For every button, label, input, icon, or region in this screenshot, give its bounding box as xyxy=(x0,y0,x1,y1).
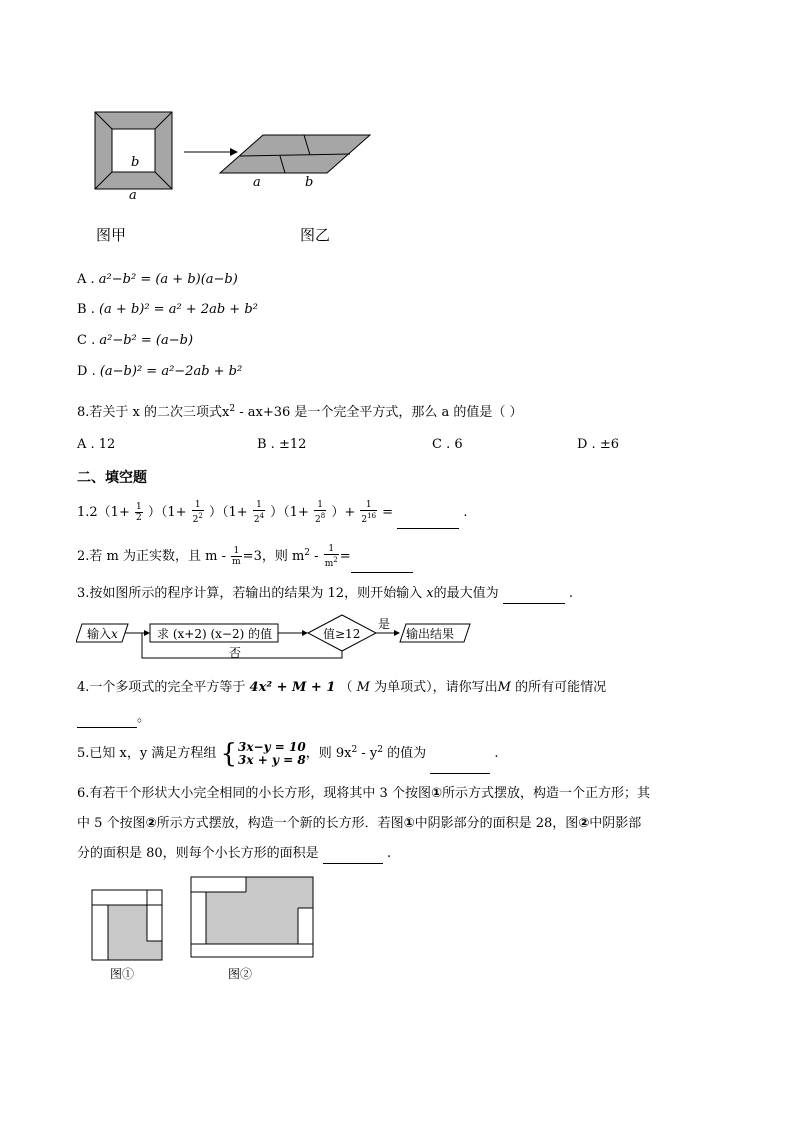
option-letter: A xyxy=(77,272,87,287)
answer-blank[interactable] xyxy=(397,502,459,529)
fill-q3: 3.按如图所示的程序计算，若输出的结果为 12，则开始输入 x的最大值为 . xyxy=(77,582,573,604)
caption-jia: 图甲 xyxy=(96,226,127,244)
q8-option-d[interactable]: D . ±6 xyxy=(577,437,619,452)
fill-q4: 4.一个多项式的完全平方等于 4x² + M + 1 （ M 为单项式），请你写出M 的所有可能情况 xyxy=(77,680,607,695)
label-b-yi: b xyxy=(305,175,314,190)
fraction: $\frac{1}{2}$ xyxy=(135,502,142,523)
q8-stem xyxy=(77,401,523,420)
answer-blank[interactable] xyxy=(503,588,565,604)
option-expr: (a + b)² = a² + 2ab + b² xyxy=(98,302,258,317)
fill-q2: 2.若 m 为正实数，且 m - $\frac{1}{m}$ =3，则 $m^2$ - $\frac{1}{m^2}$ = xyxy=(77,540,413,566)
answer-blank[interactable] xyxy=(323,848,383,864)
option-letter: C xyxy=(77,333,87,348)
figure-jia xyxy=(95,112,172,189)
fraction: $\frac{1}{2^4}$ xyxy=(253,500,265,525)
fill-q5: 5.已知 x，y 满足方程组 { 3x−y = 10 3x + y = 8 ，则 $9x^2 - y^2$ 的值为 . xyxy=(77,733,499,767)
fill-q4-answer: 。 xyxy=(77,706,150,728)
figure-2 xyxy=(191,877,313,957)
fraction: $\frac{1}{m}$ xyxy=(232,546,241,567)
q8-prefix: 8.若关于 x 的二次三项式x xyxy=(77,405,230,420)
fill-q1: 1.2（1+ $\frac{1}{2}$ ）（1+ $\frac{1}{2^2}$ ）（1+ $\frac{1}{2^4}$ ）（1+ $\frac{1}{2^8}$ ）+ $\frac{1}{2^{16}}$ = . xyxy=(77,500,468,526)
arrow xyxy=(184,148,238,156)
fraction: $\frac{1}{2^{16}}$ xyxy=(361,500,377,525)
fraction: $\frac{1}{m^2}$ xyxy=(324,544,338,569)
label-b-jia: b xyxy=(131,155,140,170)
answer-blank[interactable] xyxy=(430,739,490,774)
q8-option-a[interactable]: A . 12 xyxy=(77,437,116,452)
option-expr: a²−b² = (a + b)(a−b) xyxy=(98,272,238,287)
answer-blank[interactable] xyxy=(351,546,413,573)
figure-yi xyxy=(220,135,370,173)
q7-option-c[interactable]: C . a²−b² = (a−b) xyxy=(77,333,194,348)
fraction: $\frac{1}{2^2}$ xyxy=(192,500,203,525)
rectangle-figures xyxy=(88,872,328,964)
q7-option-b[interactable]: B . (a + b)² = a² + 2ab + b² xyxy=(77,302,258,317)
flow-input-label: 输入x xyxy=(87,627,118,641)
flow-condition-label: 值≥12 xyxy=(323,627,361,641)
equation-system: 3x−y = 10 3x + y = 8 xyxy=(238,739,306,767)
q8-suffix: - ax+36 是一个完全平方式，那么 a 的值是（ ） xyxy=(235,405,523,420)
caption-yi: 图乙 xyxy=(300,226,331,244)
answer-blank[interactable] xyxy=(77,712,137,728)
flow-no-label: 否 xyxy=(229,646,242,660)
q8-option-c[interactable]: C . 6 xyxy=(432,437,463,452)
figure-1 xyxy=(92,890,162,960)
option-expr: a²−b² = (a−b) xyxy=(99,333,194,348)
label-a-yi: a xyxy=(253,175,261,190)
q7-option-a[interactable]: A . a²−b² = (a + b)(a−b) xyxy=(77,272,238,287)
q7-option-d[interactable]: D . (a−b)² = a²−2ab + b² xyxy=(77,364,243,379)
option-letter: D xyxy=(77,364,88,379)
q8-exponent: 2 xyxy=(229,404,236,414)
fill-q6-line3: 分的面积是 80，则每个小长方形的面积是 . xyxy=(77,842,391,864)
flow-output-label: 输出结果 xyxy=(406,627,455,641)
fill-q6-line2: 中 5 个按图②所示方式摆放，构造一个新的长方形．若图①中阴影部分的面积是 28，图②中阴影部 xyxy=(77,816,642,831)
square-parallelogram-figure xyxy=(80,100,400,210)
label-a-jia: a xyxy=(129,188,137,203)
section-title: 二、填空题 xyxy=(77,470,147,486)
fill-q6-line1: 6.有若干个形状大小完全相同的小长方形，现将其中 3 个按图①所示方式摆放，构造一个正方形；其 xyxy=(77,786,650,801)
caption-fig1: 图① xyxy=(110,967,135,981)
flow-yes-label: 是 xyxy=(378,617,391,631)
fraction: $\frac{1}{2^8}$ xyxy=(314,500,326,525)
option-letter: B xyxy=(77,302,87,317)
flow-calc-label: 求 (x+2) (x−2) 的值 xyxy=(157,627,273,641)
option-expr: (a−b)² = a²−2ab + b² xyxy=(99,364,243,379)
caption-fig2: 图② xyxy=(228,967,253,981)
q8-option-b[interactable]: B . ±12 xyxy=(257,437,307,452)
